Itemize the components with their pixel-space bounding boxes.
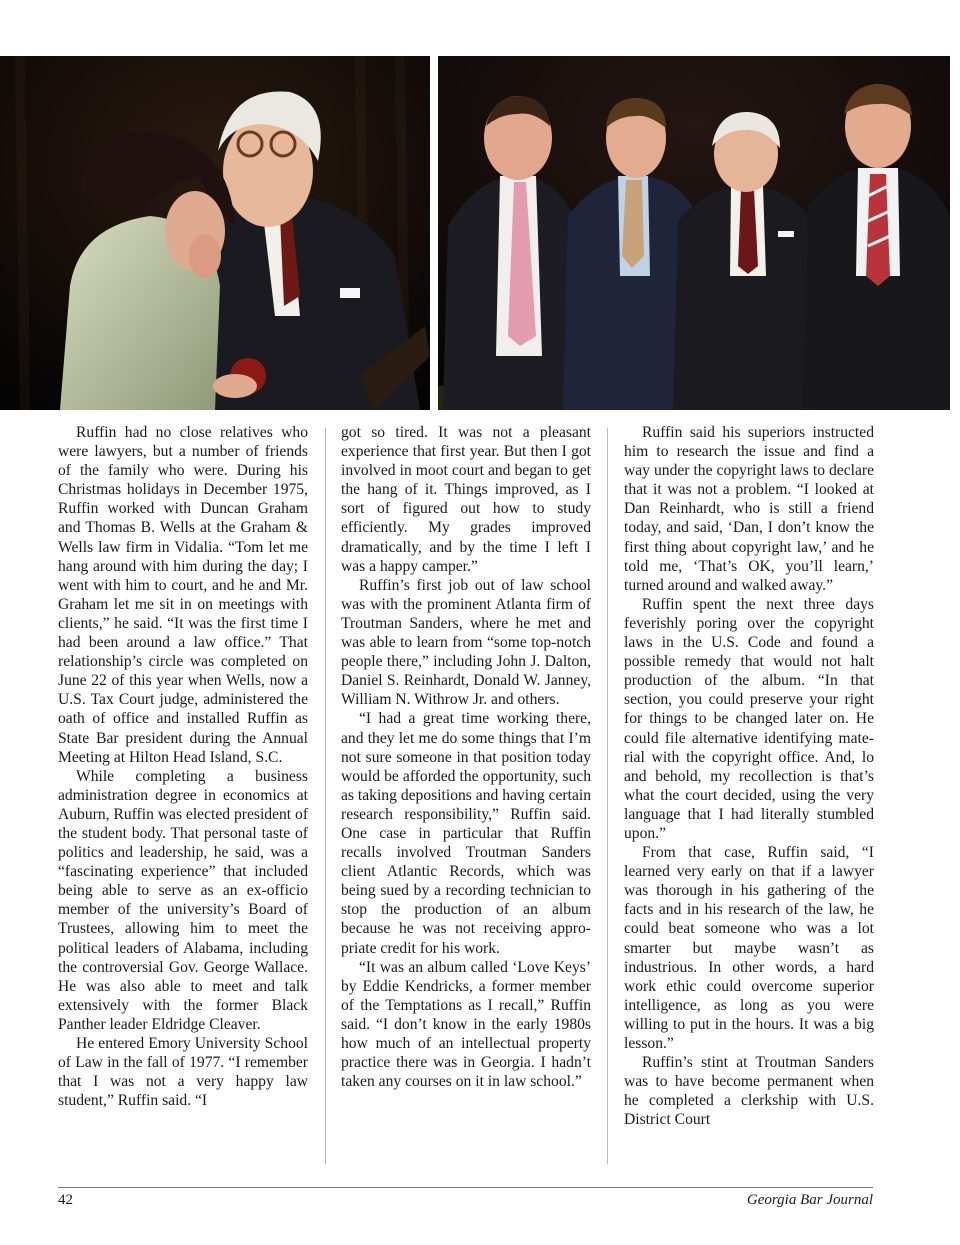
publication-title: Georgia Bar Journal (746, 1192, 873, 1208)
paragraph: From that case, Ruffin said, “I learned very early on that if a lawyer was thorough in his gathering of the facts and in his research of the law, he could beat someone who was a lot smarter but maybe wasn’t as industrious. In other words, a hard work ethic could overcome superior intelligence, as long as you were willing to put in the hours. It was a big lesson.” (624, 844, 874, 1052)
paragraph: “It was an album called ‘Love Keys’ by Eddie Kendricks, a former member of the Temptations as I recall,” Ruffin said. “I don’t know in the early 1980s how much of an intellectual property practice there was in Georgia. I hadn’t taken any courses on it in law school.” (341, 958, 591, 1091)
text-column-3 (624, 423, 874, 1129)
paragraph: “I had a great time working there, and they let me do some things that I’m not sure someone in that position today would be afforded the opportunity, such as taking depositions and having certain research responsibility,” Ruffin said. One case in particular that Ruffin recalls involved Troutman Sanders client Atlantic Records, which was being sued by a recording technician to stop the production of an album because he was not receiving appropriate credit for his work. (341, 710, 591, 957)
paragraph: While completing a business administration degree in economics at Auburn, Ruffin was elected president of the student body. That personal taste of politics and leadership, he said, was a “fascinating experience” that included being able to serve as an ex-officio member of the university’s Board of Trustees, allowing him to meet the political leaders of Alabama, including the controversial Gov. George Wallace. He was also able to meet and talk extensively with the former Black Panther leader Eldridge Cleaver. (58, 767, 309, 1033)
footer-divider (58, 1187, 873, 1188)
column-divider (607, 428, 608, 1164)
paragraph: Ruffin had no close relatives who were lawyers, but a number of friends of the family who were. During his Christmas holidays in December 1975, Ruffin worked with Duncan Graham and Thomas B. Wells at the Graham & Wells law firm in Vidalia. “Tom let me hang around with him during the day; I went with him to court, and he and Mr. Graham let me sit in on meetings with clients,” he said. “It was the first time I had been around a law office.” That relationship’s circle was completed on June 22 of this year when Wells, now a U.S. Tax Court judge, administered the oath of office and installed Ruffin as State Bar president during the Annual Meeting at Hilton Head Island, S.C. (58, 424, 308, 766)
award-presentation-photo (0, 56, 430, 410)
paragraph: He entered Emory University School of Law in the fall of 1977. “I remember that I was not a very happy law student,” Ruffin said. “I (58, 1035, 308, 1110)
page-number: 42 (58, 1192, 73, 1208)
paragraph: Ruffin said his superiors instructed him to research the issue and find a way under the copyright laws to declare that it was not a problem. “I looked at Dan Reinhardt, who is still a friend today, and said, ‘Dan, I don’t know the first thing about copyright law,’ and he told me, ‘That’s OK, you’ll learn,’ turned around and walked away.” (624, 424, 874, 594)
paragraph: Ruffin spent the next three days feverishly poring over the copyright laws in the U.S. Code and found a possible remedy that would not halt production of the album. “In that section, you could preserve your right for things to be changed later on. He could file alternative identifying material with the copyright office. And, lo and behold, my recollection is that’s what the court decided, using the very language that I had literally stumbled upon.” (624, 595, 874, 842)
column-divider (325, 428, 326, 1164)
paragraph: Ruffin’s first job out of law school was with the prominent Atlanta firm of Troutman Sanders, where he met and was able to learn from “some top-notch people there,” including John J. Dalton, Daniel S. Reinhardt, Donald W. Janney, William N. Withrow Jr. and others. (341, 576, 591, 709)
paragraph: Ruffin’s stint at Troutman Sanders was to have become permanent when he completed a clerkship with U.S. District Court (624, 1054, 874, 1129)
group-photo (438, 56, 950, 410)
paragraph: got so tired. It was not a pleasant experience that first year. But then I got involved in moot court and began to get the hang of it. Things improved, as I sort of figured out how to study efficiently. My grades improved dramatically, and by the time I left I was a happy camper.” (341, 424, 591, 575)
group-image (438, 56, 950, 410)
text-column-1 (58, 423, 308, 1110)
text-column-2 (341, 423, 591, 1091)
award-presentation-image (0, 56, 430, 410)
